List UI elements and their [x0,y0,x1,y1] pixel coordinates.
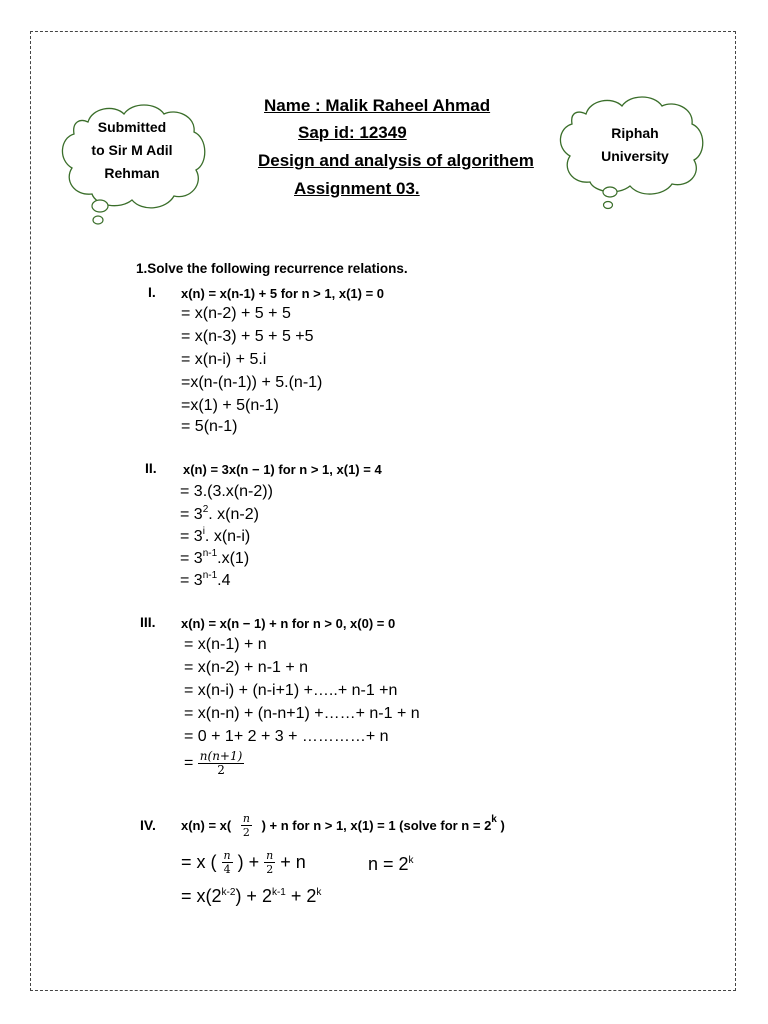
problem-3-numeral: III. [140,614,156,630]
question-title: 1.Solve the following recurrence relations. [136,261,408,276]
left-cloud-line-1: Submitted [97,119,167,135]
problem-2-step: = $3^i$. x(n-i) [180,526,251,545]
problem-2-step: = 3.(3.x(n-2)) [180,483,273,500]
right-cloud-line-2: University [601,148,669,164]
problem-1-step: = x(n-2) + 5 + 5 [181,305,291,322]
course-title: Design and analysis of algorithem [258,151,534,170]
left-cloud-text [72,116,192,185]
problem-1-step: =x(1) + 5(n-1) [181,397,279,414]
problem-2-numeral: II. [145,460,157,476]
problem-2-step: = $3^{n-1}.4$ [180,570,231,589]
problem-3-step: = 0 + 1+ 2 + 3 + …………+ n [184,728,389,745]
problem-3-step: = x(n-2) + n-1 + n [184,659,309,676]
problem-4-statement: x(n) = x( $\frac{n}{2}$ ) + n for n > 1, x(1) = 1 (solve for $n = 2^k$ ) [181,812,505,839]
problem-1-statement: x(n) = x(n-1) + 5 for n > 1, x(1) = 0 [181,286,385,301]
fraction: $\frac{n}{2}$ [242,812,250,839]
problem-1-step: = 5(n-1) [181,418,238,435]
problem-1-step: = x(n-3) + 5 + 5 +5 [181,328,314,345]
problem-3-final: = $\frac{n(n+1)}{2}$ [184,749,243,777]
problem-4-side-note: $n = 2^k$ [368,854,414,874]
problem-4-step: = x ( $\frac{n}{4}$ ) + $\frac{n}{2}$ + n [181,849,306,876]
assignment-title: Assignment 03. [294,179,420,198]
problem-2-step: = $3^{n-1}.x(1)$ [180,548,250,567]
problem-1-step: = x(n-i) + 5.i [181,351,267,368]
problem-3-step: = x(n-i) + (n-i+1) +…..+ n-1 +n [184,682,398,699]
sap-id: Sap id: 12349 [298,123,407,142]
problem-2-step: = $3^2$. x(n-2) [180,504,259,523]
right-cloud-text [580,122,690,168]
right-cloud-line-1: Riphah [611,125,659,141]
problem-4-step: = $x(2^{k-2}) + 2^{k-1} + 2^k$ [181,886,322,906]
fraction: $\frac{n}{4}$ [223,849,231,876]
problem-1-numeral: I. [148,284,156,300]
problem-3-step: = x(n-n) + (n-n+1) +……+ n-1 + n [184,705,420,722]
fraction: $\frac{n}{2}$ [266,849,274,876]
problem-3-statement: x(n) = x(n − 1) + n for n > 0, x(0) = 0 [181,616,396,631]
fraction: $\frac{n(n+1)}{2}$ [199,749,243,777]
left-cloud-line-3: Rehman [104,165,160,181]
problem-4-numeral: IV. [140,817,156,833]
problem-2-statement: x(n) = 3x(n − 1) for n > 1, x(1) = 4 [183,462,382,477]
problem-3-step: = x(n-1) + n [184,636,267,653]
student-name: Name : Malik Raheel Ahmad [264,96,491,115]
left-cloud-line-2: to Sir M Adil [91,142,173,158]
problem-1-step: =x(n-(n-1)) + 5.(n-1) [181,374,323,391]
